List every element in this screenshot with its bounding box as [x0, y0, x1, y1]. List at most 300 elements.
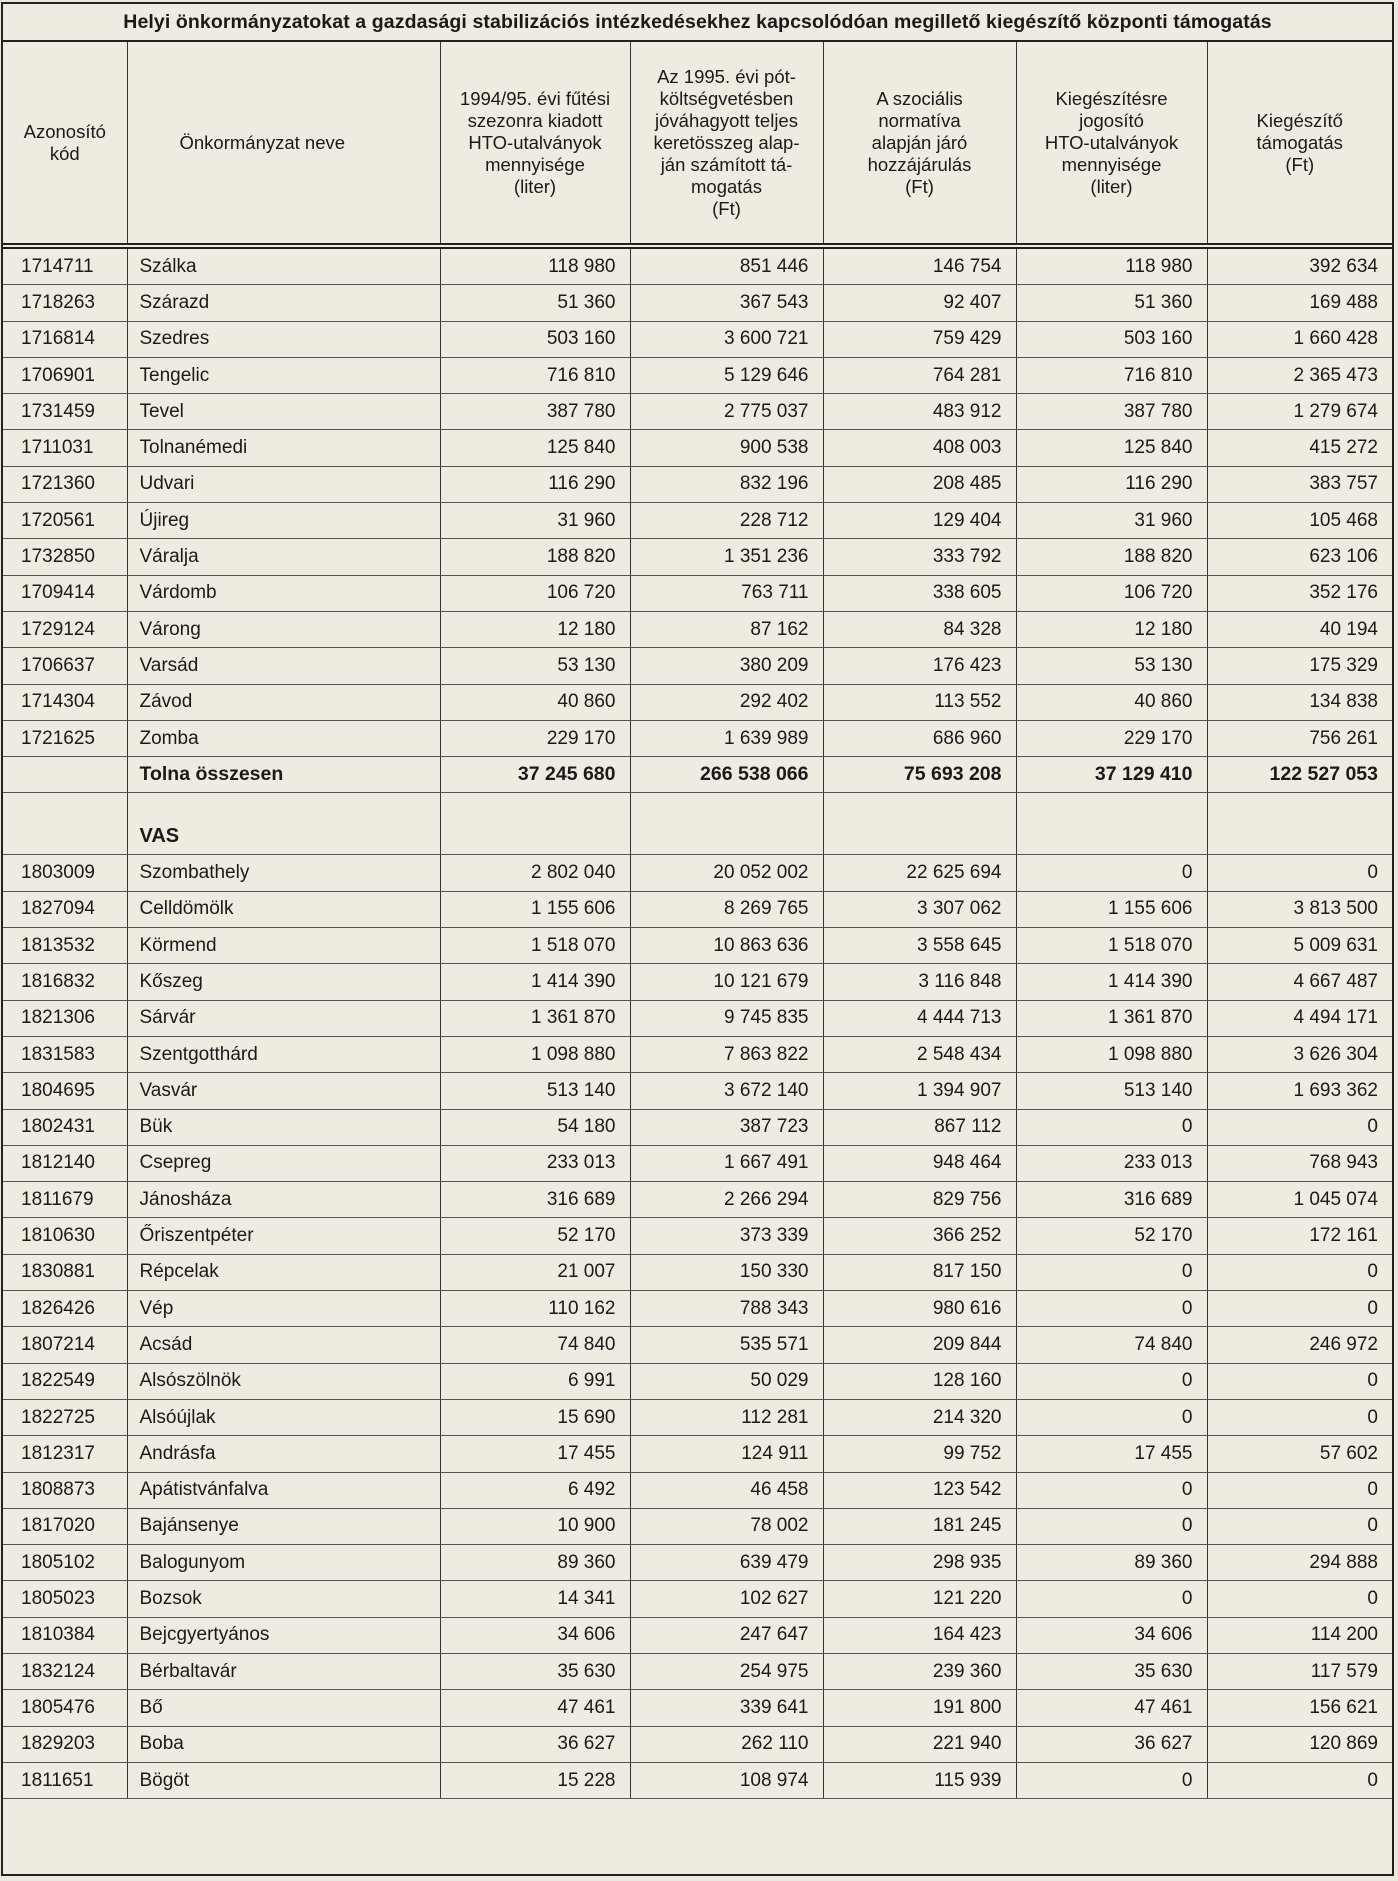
table-row — [3, 1726, 1392, 1762]
cell-eligible-hto: 503 160 — [1016, 321, 1207, 357]
document-sheet — [1, 2, 1394, 1876]
cell-supplementary-support: 0 — [1207, 1291, 1392, 1327]
cell-eligible-hto: 0 — [1016, 1399, 1207, 1435]
cell-social-contribution: 686 960 — [823, 720, 1016, 756]
cell-hto-issued: 125 840 — [440, 430, 630, 466]
cell-name: Szárazd — [127, 285, 440, 321]
cell-supplementary-support: 57 602 — [1207, 1436, 1392, 1472]
cell-budget-support: 339 641 — [630, 1690, 823, 1726]
cell-eligible-hto: 716 810 — [1016, 357, 1207, 393]
cell-budget-support: 102 627 — [630, 1581, 823, 1617]
cell-code: 1826426 — [3, 1291, 127, 1327]
cell-eligible-hto: 47 461 — [1016, 1690, 1207, 1726]
cell-name: Újireg — [127, 503, 440, 539]
cell-code: 1731459 — [3, 394, 127, 430]
cell-hto-issued: 12 180 — [440, 611, 630, 647]
cell-budget-support: 367 543 — [630, 285, 823, 321]
cell-name: Závod — [127, 684, 440, 720]
cell-eligible-hto: 0 — [1016, 1762, 1207, 1798]
cell-hto-issued: 1 098 880 — [440, 1036, 630, 1072]
column-header-supplementary-support: Kiegészítő támogatás (Ft) — [1207, 42, 1392, 246]
cell-eligible-hto: 34 606 — [1016, 1617, 1207, 1653]
cell-eligible-hto: 1 155 606 — [1016, 891, 1207, 927]
cell-code: 1803009 — [3, 855, 127, 891]
cell-eligible-hto: 0 — [1016, 1581, 1207, 1617]
cell-supplementary-support: 756 261 — [1207, 720, 1392, 756]
cell-social-contribution: 298 935 — [823, 1545, 1016, 1581]
cell-supplementary-support: 0 — [1207, 1508, 1392, 1544]
cell-supplementary-support — [1207, 793, 1392, 855]
cell-name: Bő — [127, 1690, 440, 1726]
cell-social-contribution: 75 693 208 — [823, 757, 1016, 793]
cell-supplementary-support: 0 — [1207, 1472, 1392, 1508]
cell-eligible-hto: 229 170 — [1016, 720, 1207, 756]
cell-social-contribution: 867 112 — [823, 1109, 1016, 1145]
cell-eligible-hto: 89 360 — [1016, 1545, 1207, 1581]
cell-social-contribution: 239 360 — [823, 1653, 1016, 1689]
cell-social-contribution: 3 558 645 — [823, 928, 1016, 964]
cell-budget-support: 228 712 — [630, 503, 823, 539]
cell-budget-support: 112 281 — [630, 1399, 823, 1435]
cell-hto-issued: 10 900 — [440, 1508, 630, 1544]
cell-supplementary-support: 246 972 — [1207, 1327, 1392, 1363]
cell-code — [3, 757, 127, 793]
cell-supplementary-support: 0 — [1207, 1399, 1392, 1435]
cell-hto-issued: 17 455 — [440, 1436, 630, 1472]
cell-hto-issued: 52 170 — [440, 1218, 630, 1254]
cell-supplementary-support: 172 161 — [1207, 1218, 1392, 1254]
cell-social-contribution: 164 423 — [823, 1617, 1016, 1653]
cell-name: Balogunyom — [127, 1545, 440, 1581]
cell-code: 1811651 — [3, 1762, 127, 1798]
cell-social-contribution: 1 394 907 — [823, 1073, 1016, 1109]
cell-hto-issued — [440, 793, 630, 855]
table-row — [3, 539, 1392, 575]
cell-budget-support: 851 446 — [630, 246, 823, 285]
table-row — [3, 611, 1392, 647]
cell-hto-issued: 233 013 — [440, 1145, 630, 1181]
cell-social-contribution: 4 444 713 — [823, 1000, 1016, 1036]
cell-name: Bögöt — [127, 1762, 440, 1798]
table-row — [3, 1762, 1392, 1798]
cell-budget-support — [630, 793, 823, 855]
cell-budget-support: 832 196 — [630, 466, 823, 502]
cell-social-contribution: 92 407 — [823, 285, 1016, 321]
support-table — [3, 42, 1392, 1799]
cell-social-contribution: 333 792 — [823, 539, 1016, 575]
cell-name: Apátistvánfalva — [127, 1472, 440, 1508]
cell-name: Bérbaltavár — [127, 1653, 440, 1689]
cell-budget-support: 10 863 636 — [630, 928, 823, 964]
cell-budget-support: 900 538 — [630, 430, 823, 466]
cell-code: 1802431 — [3, 1109, 127, 1145]
cell-budget-support: 5 129 646 — [630, 357, 823, 393]
table-row — [3, 321, 1392, 357]
cell-hto-issued: 31 960 — [440, 503, 630, 539]
cell-code: 1829203 — [3, 1726, 127, 1762]
cell-code: 1832124 — [3, 1653, 127, 1689]
table-row — [3, 855, 1392, 891]
table-row — [3, 684, 1392, 720]
cell-supplementary-support: 156 621 — [1207, 1690, 1392, 1726]
cell-hto-issued: 229 170 — [440, 720, 630, 756]
cell-eligible-hto: 0 — [1016, 1109, 1207, 1145]
cell-supplementary-support: 0 — [1207, 1363, 1392, 1399]
cell-budget-support: 639 479 — [630, 1545, 823, 1581]
cell-supplementary-support: 105 468 — [1207, 503, 1392, 539]
cell-supplementary-support: 392 634 — [1207, 246, 1392, 285]
cell-supplementary-support: 169 488 — [1207, 285, 1392, 321]
cell-supplementary-support: 768 943 — [1207, 1145, 1392, 1181]
cell-budget-support: 78 002 — [630, 1508, 823, 1544]
cell-social-contribution: 99 752 — [823, 1436, 1016, 1472]
cell-eligible-hto: 53 130 — [1016, 648, 1207, 684]
cell-social-contribution: 3 116 848 — [823, 964, 1016, 1000]
cell-name: Körmend — [127, 928, 440, 964]
cell-social-contribution: 980 616 — [823, 1291, 1016, 1327]
cell-hto-issued: 14 341 — [440, 1581, 630, 1617]
cell-hto-issued: 6 492 — [440, 1472, 630, 1508]
table-row — [3, 1363, 1392, 1399]
cell-social-contribution: 123 542 — [823, 1472, 1016, 1508]
cell-code: 1805023 — [3, 1581, 127, 1617]
cell-name: Várong — [127, 611, 440, 647]
cell-code: 1811679 — [3, 1182, 127, 1218]
table-row — [3, 1182, 1392, 1218]
cell-name: Szálka — [127, 246, 440, 285]
cell-code: 1721625 — [3, 720, 127, 756]
cell-supplementary-support: 294 888 — [1207, 1545, 1392, 1581]
cell-hto-issued: 15 228 — [440, 1762, 630, 1798]
cell-supplementary-support: 0 — [1207, 1762, 1392, 1798]
cell-name: VAS — [127, 793, 440, 855]
table-row — [3, 503, 1392, 539]
cell-name: Andrásfa — [127, 1436, 440, 1472]
cell-hto-issued: 503 160 — [440, 321, 630, 357]
cell-eligible-hto: 188 820 — [1016, 539, 1207, 575]
cell-budget-support: 8 269 765 — [630, 891, 823, 927]
total-row — [3, 757, 1392, 793]
cell-eligible-hto: 35 630 — [1016, 1653, 1207, 1689]
cell-name: Vasvár — [127, 1073, 440, 1109]
cell-name: Kőszeg — [127, 964, 440, 1000]
cell-name: Őriszentpéter — [127, 1218, 440, 1254]
cell-code: 1830881 — [3, 1254, 127, 1290]
cell-eligible-hto: 513 140 — [1016, 1073, 1207, 1109]
cell-supplementary-support: 0 — [1207, 855, 1392, 891]
cell-eligible-hto: 387 780 — [1016, 394, 1207, 430]
cell-eligible-hto — [1016, 793, 1207, 855]
cell-name: Várdomb — [127, 575, 440, 611]
cell-budget-support: 262 110 — [630, 1726, 823, 1762]
table-row — [3, 1218, 1392, 1254]
cell-eligible-hto: 0 — [1016, 1472, 1207, 1508]
cell-social-contribution: 338 605 — [823, 575, 1016, 611]
cell-social-contribution: 22 625 694 — [823, 855, 1016, 891]
cell-code: 1831583 — [3, 1036, 127, 1072]
cell-supplementary-support: 4 494 171 — [1207, 1000, 1392, 1036]
cell-code: 1816832 — [3, 964, 127, 1000]
cell-name: Alsóújlak — [127, 1399, 440, 1435]
cell-budget-support: 1 639 989 — [630, 720, 823, 756]
table-row — [3, 1436, 1392, 1472]
cell-social-contribution — [823, 793, 1016, 855]
cell-hto-issued: 15 690 — [440, 1399, 630, 1435]
cell-name: Szentgotthárd — [127, 1036, 440, 1072]
cell-social-contribution: 146 754 — [823, 246, 1016, 285]
cell-code: 1718263 — [3, 285, 127, 321]
cell-budget-support: 763 711 — [630, 575, 823, 611]
column-header-hto-issued: 1994/95. évi fűtési szezonra kiadott HTO-utalványok mennyisége (liter) — [440, 42, 630, 246]
cell-eligible-hto: 17 455 — [1016, 1436, 1207, 1472]
cell-social-contribution: 208 485 — [823, 466, 1016, 502]
cell-hto-issued: 37 245 680 — [440, 757, 630, 793]
cell-eligible-hto: 316 689 — [1016, 1182, 1207, 1218]
cell-name: Boba — [127, 1726, 440, 1762]
table-row — [3, 1254, 1392, 1290]
cell-budget-support: 3 600 721 — [630, 321, 823, 357]
cell-name: Szedres — [127, 321, 440, 357]
cell-social-contribution: 128 160 — [823, 1363, 1016, 1399]
cell-name: Bajánsenye — [127, 1508, 440, 1544]
table-row — [3, 1617, 1392, 1653]
table-row — [3, 357, 1392, 393]
cell-supplementary-support: 0 — [1207, 1581, 1392, 1617]
cell-eligible-hto: 233 013 — [1016, 1145, 1207, 1181]
cell-hto-issued: 116 290 — [440, 466, 630, 502]
cell-social-contribution: 948 464 — [823, 1145, 1016, 1181]
cell-social-contribution: 129 404 — [823, 503, 1016, 539]
cell-code: 1822725 — [3, 1399, 127, 1435]
table-row — [3, 648, 1392, 684]
cell-social-contribution: 483 912 — [823, 394, 1016, 430]
cell-code: 1714711 — [3, 246, 127, 285]
cell-hto-issued: 34 606 — [440, 1617, 630, 1653]
cell-code: 1817020 — [3, 1508, 127, 1544]
cell-hto-issued: 110 162 — [440, 1291, 630, 1327]
column-header-name: Önkormányzat neve — [127, 42, 440, 246]
table-row — [3, 964, 1392, 1000]
column-header-code: Azonosító kód — [3, 42, 127, 246]
cell-supplementary-support: 623 106 — [1207, 539, 1392, 575]
cell-name: Csepreg — [127, 1145, 440, 1181]
cell-budget-support: 247 647 — [630, 1617, 823, 1653]
cell-name: Vép — [127, 1291, 440, 1327]
cell-eligible-hto: 0 — [1016, 1291, 1207, 1327]
table-row — [3, 1145, 1392, 1181]
cell-eligible-hto: 40 860 — [1016, 684, 1207, 720]
cell-budget-support: 254 975 — [630, 1653, 823, 1689]
cell-supplementary-support: 1 279 674 — [1207, 394, 1392, 430]
cell-name: Tengelic — [127, 357, 440, 393]
cell-budget-support: 1 351 236 — [630, 539, 823, 575]
cell-social-contribution: 829 756 — [823, 1182, 1016, 1218]
cell-code: 1813532 — [3, 928, 127, 964]
cell-supplementary-support: 2 365 473 — [1207, 357, 1392, 393]
cell-budget-support: 373 339 — [630, 1218, 823, 1254]
cell-code: 1810384 — [3, 1617, 127, 1653]
cell-hto-issued: 1 361 870 — [440, 1000, 630, 1036]
cell-budget-support: 150 330 — [630, 1254, 823, 1290]
cell-budget-support: 9 745 835 — [630, 1000, 823, 1036]
cell-code: 1804695 — [3, 1073, 127, 1109]
cell-hto-issued: 106 720 — [440, 575, 630, 611]
cell-social-contribution: 113 552 — [823, 684, 1016, 720]
table-row — [3, 1036, 1392, 1072]
table-row — [3, 394, 1392, 430]
table-row — [3, 1073, 1392, 1109]
table-row — [3, 575, 1392, 611]
cell-code: 1807214 — [3, 1327, 127, 1363]
cell-hto-issued: 74 840 — [440, 1327, 630, 1363]
cell-social-contribution: 214 320 — [823, 1399, 1016, 1435]
cell-name: Tolnanémedi — [127, 430, 440, 466]
table-row — [3, 1472, 1392, 1508]
cell-hto-issued: 2 802 040 — [440, 855, 630, 891]
cell-budget-support: 788 343 — [630, 1291, 823, 1327]
column-header-eligible-hto: Kiegészítésre jogosító HTO-utalványok mennyisége (liter) — [1016, 42, 1207, 246]
cell-code: 1827094 — [3, 891, 127, 927]
cell-supplementary-support: 4 667 487 — [1207, 964, 1392, 1000]
cell-hto-issued: 53 130 — [440, 648, 630, 684]
cell-budget-support: 87 162 — [630, 611, 823, 647]
cell-social-contribution: 3 307 062 — [823, 891, 1016, 927]
cell-budget-support: 50 029 — [630, 1363, 823, 1399]
cell-supplementary-support: 415 272 — [1207, 430, 1392, 466]
cell-eligible-hto: 74 840 — [1016, 1327, 1207, 1363]
cell-name: Varsád — [127, 648, 440, 684]
table-row — [3, 1399, 1392, 1435]
table-row — [3, 1508, 1392, 1544]
cell-eligible-hto: 37 129 410 — [1016, 757, 1207, 793]
cell-hto-issued: 54 180 — [440, 1109, 630, 1145]
cell-eligible-hto: 116 290 — [1016, 466, 1207, 502]
cell-social-contribution: 209 844 — [823, 1327, 1016, 1363]
column-header-social-contribution: A szociális normatíva alapján járó hozzájárulás (Ft) — [823, 42, 1016, 246]
cell-code: 1711031 — [3, 430, 127, 466]
cell-hto-issued: 6 991 — [440, 1363, 630, 1399]
cell-supplementary-support: 0 — [1207, 1109, 1392, 1145]
cell-hto-issued: 118 980 — [440, 246, 630, 285]
cell-social-contribution: 221 940 — [823, 1726, 1016, 1762]
cell-budget-support: 2 775 037 — [630, 394, 823, 430]
cell-supplementary-support: 117 579 — [1207, 1653, 1392, 1689]
cell-code: 1822549 — [3, 1363, 127, 1399]
table-row — [3, 928, 1392, 964]
cell-supplementary-support: 5 009 631 — [1207, 928, 1392, 964]
table-row — [3, 466, 1392, 502]
cell-social-contribution: 191 800 — [823, 1690, 1016, 1726]
cell-hto-issued: 47 461 — [440, 1690, 630, 1726]
cell-supplementary-support: 0 — [1207, 1254, 1392, 1290]
table-row — [3, 720, 1392, 756]
cell-budget-support: 124 911 — [630, 1436, 823, 1472]
cell-hto-issued: 316 689 — [440, 1182, 630, 1218]
cell-name: Répcelak — [127, 1254, 440, 1290]
cell-eligible-hto: 1 414 390 — [1016, 964, 1207, 1000]
cell-name: Tevel — [127, 394, 440, 430]
cell-budget-support: 535 571 — [630, 1327, 823, 1363]
cell-code: 1810630 — [3, 1218, 127, 1254]
cell-budget-support: 3 672 140 — [630, 1073, 823, 1109]
table-row — [3, 1581, 1392, 1617]
cell-name: Bozsok — [127, 1581, 440, 1617]
cell-code: 1706901 — [3, 357, 127, 393]
cell-code — [3, 793, 127, 855]
cell-budget-support: 20 052 002 — [630, 855, 823, 891]
cell-name: Tolna összesen — [127, 757, 440, 793]
cell-name: Zomba — [127, 720, 440, 756]
cell-hto-issued: 716 810 — [440, 357, 630, 393]
cell-code: 1821306 — [3, 1000, 127, 1036]
cell-hto-issued: 1 414 390 — [440, 964, 630, 1000]
cell-budget-support: 380 209 — [630, 648, 823, 684]
cell-supplementary-support: 134 838 — [1207, 684, 1392, 720]
cell-eligible-hto: 0 — [1016, 1508, 1207, 1544]
cell-code: 1805102 — [3, 1545, 127, 1581]
table-row — [3, 1000, 1392, 1036]
cell-budget-support: 108 974 — [630, 1762, 823, 1798]
cell-name: Bejcgyertyános — [127, 1617, 440, 1653]
table-row — [3, 1109, 1392, 1145]
cell-hto-issued: 513 140 — [440, 1073, 630, 1109]
cell-supplementary-support: 175 329 — [1207, 648, 1392, 684]
cell-eligible-hto: 1 361 870 — [1016, 1000, 1207, 1036]
cell-supplementary-support: 40 194 — [1207, 611, 1392, 647]
cell-social-contribution: 181 245 — [823, 1508, 1016, 1544]
cell-budget-support: 46 458 — [630, 1472, 823, 1508]
cell-social-contribution: 408 003 — [823, 430, 1016, 466]
cell-supplementary-support: 352 176 — [1207, 575, 1392, 611]
cell-eligible-hto: 52 170 — [1016, 1218, 1207, 1254]
cell-code: 1716814 — [3, 321, 127, 357]
cell-code: 1808873 — [3, 1472, 127, 1508]
cell-budget-support: 387 723 — [630, 1109, 823, 1145]
cell-code: 1709414 — [3, 575, 127, 611]
cell-name: Alsószölnök — [127, 1363, 440, 1399]
cell-hto-issued: 89 360 — [440, 1545, 630, 1581]
cell-eligible-hto: 0 — [1016, 855, 1207, 891]
cell-name: Váralja — [127, 539, 440, 575]
cell-supplementary-support: 1 660 428 — [1207, 321, 1392, 357]
header-row — [3, 42, 1392, 246]
cell-supplementary-support: 122 527 053 — [1207, 757, 1392, 793]
cell-code: 1812140 — [3, 1145, 127, 1181]
cell-social-contribution: 176 423 — [823, 648, 1016, 684]
table-row — [3, 1291, 1392, 1327]
table-row — [3, 1653, 1392, 1689]
cell-social-contribution: 2 548 434 — [823, 1036, 1016, 1072]
cell-hto-issued: 1 518 070 — [440, 928, 630, 964]
cell-name: Sárvár — [127, 1000, 440, 1036]
column-header-budget-support: Az 1995. évi pót- költségvetésben jóváhagyott teljes keretösszeg alap- ján számított tá- mogatás (Ft) — [630, 42, 823, 246]
cell-budget-support: 292 402 — [630, 684, 823, 720]
cell-social-contribution: 817 150 — [823, 1254, 1016, 1290]
region-heading-row — [3, 793, 1392, 855]
table-title: Helyi önkormányzatokat a gazdasági stabilizációs intézkedésekhez kapcsolódóan megillető kiegészítő központi támogatás — [3, 4, 1392, 42]
cell-hto-issued: 387 780 — [440, 394, 630, 430]
cell-eligible-hto: 0 — [1016, 1363, 1207, 1399]
table-row — [3, 1545, 1392, 1581]
cell-name: Celldömölk — [127, 891, 440, 927]
cell-eligible-hto: 1 518 070 — [1016, 928, 1207, 964]
cell-hto-issued: 36 627 — [440, 1726, 630, 1762]
cell-code: 1714304 — [3, 684, 127, 720]
cell-eligible-hto: 12 180 — [1016, 611, 1207, 647]
cell-budget-support: 1 667 491 — [630, 1145, 823, 1181]
cell-supplementary-support: 3 626 304 — [1207, 1036, 1392, 1072]
cell-social-contribution: 121 220 — [823, 1581, 1016, 1617]
